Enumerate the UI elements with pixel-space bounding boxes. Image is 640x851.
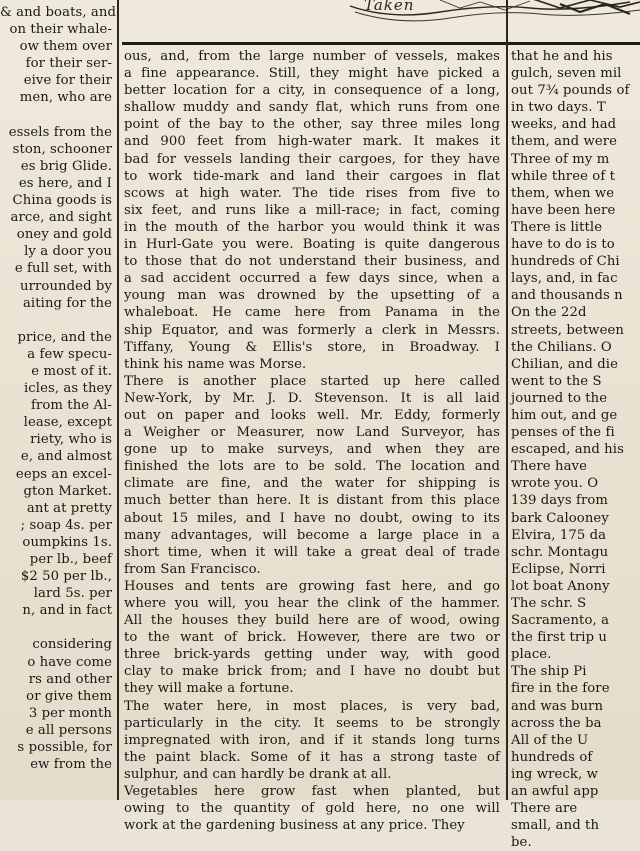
text-line: Three of my m (511, 151, 610, 167)
text-line: journed to the (511, 390, 608, 406)
text-line: out 7¾ pounds of (511, 83, 630, 99)
text-line: in the mouth of the harbor you would think it was (124, 219, 500, 235)
text-line: have been here (511, 202, 616, 218)
text-line: three brick-yards getting under way, with good (124, 647, 500, 663)
text-line: a fine appearance. Still, they might have picked a (124, 66, 500, 82)
text-line: many advantages, will become a large place in a (124, 527, 500, 543)
text-line: have to do is to (511, 237, 615, 253)
text-line: on their whale- (9, 22, 112, 38)
text-line: ; soap 4s. per (20, 517, 112, 533)
text-line: in two days. T (511, 100, 606, 116)
text-line: ship Equator, and was formerly a clerk in Messrs. (124, 322, 500, 338)
text-line: lard 5s. per (33, 586, 112, 602)
text-line: n, and in fact (22, 603, 112, 619)
text-line: penses of the fi (511, 425, 615, 441)
text-line: gone up to make surveys, and when they are (124, 442, 500, 458)
text-line: a Weigher or Measurer, now Land Surveyor, has (124, 425, 500, 441)
text-line: out on paper and looks well. Mr. Eddy, formerly (124, 407, 500, 423)
text-line: e full set, with (14, 261, 112, 277)
text-line: they will make a fortune. (124, 681, 294, 697)
text-line: young man was drowned by the upsetting of a (124, 288, 500, 304)
text-line: All the houses they build here are of wood, owing (124, 613, 500, 629)
text-line: for their ser- (25, 56, 112, 72)
text-line: Eclipse, Norri (511, 561, 606, 577)
text-line: considering (32, 637, 112, 653)
text-line (0, 312, 112, 329)
text-line: China goods is (12, 193, 112, 209)
text-line: a sad accident occurred a few days since, when a (124, 271, 500, 287)
text-line: aiting for the (22, 295, 112, 311)
text-line: or give them (26, 688, 112, 704)
text-line: es brig Glide. (20, 158, 112, 174)
text-line: streets, between (511, 322, 624, 338)
text-line: him out, and ge (511, 407, 618, 423)
top-rule (122, 42, 640, 45)
text-line: ing wreck, w (511, 766, 598, 782)
text-line: All of the U (511, 732, 589, 748)
text-line: On the 22d (511, 305, 587, 321)
text-line: escaped, and his (511, 442, 624, 458)
text-line: oney and gold (16, 227, 112, 243)
text-line: eive for their (23, 73, 112, 89)
text-line: schr. Montagu (511, 544, 609, 560)
text-line: work at the gardening business at any price. They (124, 818, 465, 834)
column-rule-left (117, 0, 119, 800)
text-line: be. (511, 835, 532, 851)
text-line: The schr. S (511, 596, 587, 611)
text-line: ow them over (19, 39, 112, 55)
text-line: and 900 feet from high-water mark. It makes it (124, 134, 500, 150)
text-line (0, 619, 112, 636)
text-line: The water here, in most places, is very bad, (124, 698, 500, 714)
text-line: bad for vessels landing their cargoes, for they have (124, 151, 500, 167)
text-line: e all persons (25, 722, 112, 738)
text-line: hundreds of Chi (511, 254, 620, 270)
text-line: per lb., beef (29, 552, 112, 567)
text-line: There is another place started up here called (124, 373, 500, 389)
text-line: $2 50 per lb., (20, 569, 112, 585)
text-line: sulphur, and can hardly be drank at all. (124, 766, 392, 782)
text-line: a few specu- (27, 346, 112, 362)
text-line: e, and almost (20, 449, 112, 465)
text-line: o have come (27, 654, 112, 670)
text-line: across the ba (511, 715, 602, 731)
text-line: in Hurl-Gate you were. Boating is quite dangerous (124, 237, 500, 253)
text-line: scows at high water. The tide rises from five to (124, 185, 500, 201)
text-line: 139 days from (511, 493, 609, 509)
text-line: ant at pretty (26, 500, 112, 516)
text-line: 3 per month (28, 705, 112, 721)
text-line: shallow muddy and sandy flat, which runs from one (124, 100, 500, 116)
text-line: where you will, you hear the clink of the hammer. (124, 596, 500, 611)
text-line: s possible, for (17, 740, 112, 756)
text-line: place. (511, 647, 552, 663)
text-line: Sacramento, a (511, 613, 610, 629)
text-line: better location for a city, in consequence of a long, (124, 83, 500, 99)
text-line: particularly in the city. It seems to be strongly (124, 715, 500, 731)
text-line: from the Al- (30, 398, 112, 414)
text-line: impregnated with iron, and if it stands long turns (124, 732, 500, 748)
text-line: men, who are (19, 90, 112, 106)
text-line: oumpkins 1s. (22, 534, 112, 550)
text-line: six feet, and runs like a mill-race; in fact, coming (124, 202, 500, 218)
text-line: about 15 miles, and I have no doubt, owing to its (124, 510, 500, 526)
text-line: ew from the (30, 757, 112, 773)
text-line: ston, schooner (12, 141, 112, 157)
text-line: icles, as they (23, 381, 112, 397)
text-line: gton Market. (23, 483, 112, 499)
text-line: much better than here. It is distant from this place (124, 493, 500, 509)
text-line: to work tide-mark and land their cargoes in flat (124, 168, 500, 184)
masthead-engraving (330, 0, 640, 38)
text-line: weeks, and had (511, 117, 617, 133)
text-line: & and boats, and (0, 5, 117, 20)
text-line: point of the bay to the other, say three miles long (124, 117, 500, 133)
text-line: lays, and, in fac (511, 271, 618, 287)
text-line: think his name was Morse. (124, 356, 307, 372)
text-line: There have (511, 459, 588, 475)
middle-column (124, 48, 500, 834)
text-line: whaleboat. He came here from Panama in the (124, 305, 500, 321)
text-line: and thousands n (511, 288, 623, 304)
text-line: arce, and sight (10, 210, 112, 226)
text-line: the paint black. Some of it has a strong taste of (124, 749, 500, 765)
text-line: from San Francisco. (124, 561, 261, 577)
text-line: the first trip u (511, 630, 607, 646)
text-line: hundreds of (511, 749, 593, 765)
text-line: Vegetables here grow fast when planted, but (124, 784, 500, 800)
masthead-caption: Taken (364, 0, 415, 14)
text-line: the Chilians. O (511, 339, 612, 355)
text-line: eeps an excel- (15, 466, 112, 482)
text-line: and was burn (511, 698, 604, 714)
text-line: New-York, by Mr. J. D. Stevenson. It is all laid (124, 390, 500, 406)
text-line: finished the lots are to be sold. The location and (124, 459, 500, 475)
text-line: short time, when it will take a great deal of trade (124, 544, 500, 560)
text-line: them, and were (511, 134, 618, 150)
text-line: ly a door you (24, 244, 112, 260)
text-line: small, and th (511, 818, 600, 834)
text-line: lease, except (23, 415, 112, 431)
text-line: while three of t (511, 168, 616, 184)
text-line: bark Calooney (511, 510, 609, 526)
text-line: There is little (511, 219, 603, 235)
text-line: ous, and, from the large number of vessels, makes (124, 49, 500, 64)
text-line: riety, who is (30, 432, 112, 448)
text-line: essels from the (8, 124, 112, 140)
text-line: wrote you. O (511, 476, 599, 492)
text-line: The ship Pi (511, 664, 587, 680)
text-line: es here, and I (18, 175, 112, 191)
text-line (0, 107, 112, 124)
text-line: urrounded by (20, 278, 112, 294)
text-line: rs and other (28, 671, 112, 687)
text-line: climate are fine, and the water for shipping is (124, 476, 500, 492)
column-rule-right (506, 0, 508, 800)
text-line: them, when we (511, 185, 615, 201)
text-line: went to the S (511, 373, 602, 389)
left-column (0, 0, 117, 804)
text-line: to those that do not understand their business, and (124, 254, 500, 270)
right-column (511, 48, 640, 851)
text-line: Elvira, 175 da (511, 527, 607, 543)
text-line: fire in the fore (511, 681, 610, 697)
text-line: owing to the quantity of gold here, no one will (124, 801, 500, 817)
text-line: to the want of brick. However, there are two or (124, 630, 500, 646)
text-line: an awful app (511, 784, 599, 800)
text-line: price, and the (17, 329, 112, 345)
text-line: Chilian, and die (511, 356, 619, 372)
text-line: Tiffany, Young & Ellis's store, in Broadway. I (124, 339, 500, 355)
text-line: that he and his (511, 49, 613, 64)
text-line: lot boat Anony (511, 578, 610, 594)
text-line: Houses and tents are growing fast here, and go (124, 578, 500, 594)
text-line: e most of it. (31, 363, 112, 379)
text-line: gulch, seven mil (511, 66, 622, 82)
text-line: clay to make brick from; and I have no doubt but (124, 664, 500, 680)
text-line: There are (511, 801, 578, 817)
